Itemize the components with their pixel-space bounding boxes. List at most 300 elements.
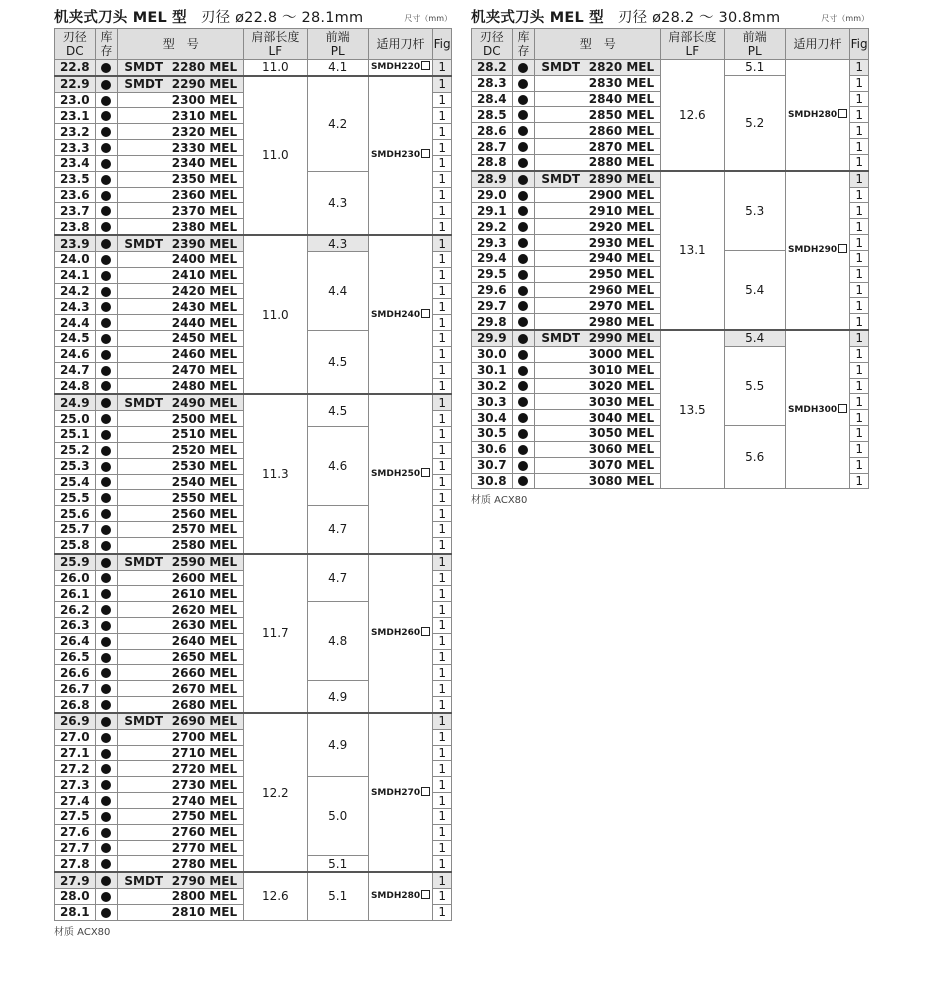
fig-cell: 1 [433, 92, 452, 108]
model-cell [118, 427, 244, 443]
dc-cell: 27.2 [55, 761, 96, 777]
model-cell [535, 154, 661, 170]
in-stock-dot-icon [101, 764, 111, 774]
fig-cell: 1 [433, 60, 452, 76]
fig-cell: 1 [433, 76, 452, 92]
table-row [55, 872, 452, 888]
dc-cell: 26.4 [55, 633, 96, 649]
in-stock-dot-icon [101, 462, 111, 472]
pl-header [307, 29, 368, 60]
fig-cell: 1 [433, 124, 452, 140]
model-number: 2700 MEL [171, 730, 238, 745]
model-number: 2570 MEL [171, 522, 238, 537]
fig-cell: 1 [433, 331, 452, 347]
fig-cell: 1 [850, 266, 869, 282]
fig-cell: 1 [433, 506, 452, 522]
stock-cell [95, 617, 118, 633]
pl-cell: 5.1 [307, 856, 368, 872]
fig-cell: 1 [850, 441, 869, 457]
stock-cell [95, 251, 118, 267]
dc-cell: 27.1 [55, 745, 96, 761]
model-number: 2720 MEL [171, 761, 238, 776]
dc-cell: 28.9 [472, 171, 513, 187]
stock-cell [95, 681, 118, 697]
holder-header [785, 29, 849, 60]
dc-cell: 29.9 [472, 330, 513, 346]
model-cell [118, 251, 244, 267]
dc-cell: 23.9 [55, 235, 96, 251]
model-number: 2290 MEL [171, 77, 238, 92]
holder-variant-box-icon [838, 109, 847, 118]
in-stock-dot-icon [101, 477, 111, 487]
model-number: 2580 MEL [171, 538, 238, 553]
pl-cell: 4.1 [307, 60, 368, 76]
stock-cell [512, 154, 535, 170]
model-cell [118, 108, 244, 124]
stock-cell [95, 745, 118, 761]
dc-cell: 25.5 [55, 490, 96, 506]
model-number: 3060 MEL [588, 442, 655, 457]
stock-cell [95, 171, 118, 187]
model-number: 3000 MEL [588, 347, 655, 362]
in-stock-dot-icon [518, 286, 528, 296]
dc-cell: 27.3 [55, 777, 96, 793]
fig-cell: 1 [433, 681, 452, 697]
holder-cell [785, 60, 849, 171]
holder-variant-box-icon [421, 890, 430, 899]
fig-cell: 1 [433, 251, 452, 267]
in-stock-dot-icon [101, 700, 111, 710]
in-stock-dot-icon [101, 892, 111, 902]
in-stock-dot-icon [518, 238, 528, 248]
in-stock-dot-icon [518, 142, 528, 152]
table-row [55, 60, 452, 76]
in-stock-dot-icon [101, 96, 111, 106]
in-stock-dot-icon [101, 733, 111, 743]
lf-cell: 13.5 [661, 330, 724, 489]
model-number: 3010 MEL [588, 363, 655, 378]
in-stock-dot-icon [101, 684, 111, 694]
lf-cell: 11.0 [244, 235, 307, 394]
in-stock-dot-icon [101, 175, 111, 185]
model-number: 2910 MEL [588, 203, 655, 218]
pl-cell: 4.3 [307, 235, 368, 251]
stock-cell [95, 554, 118, 570]
model-cell [118, 331, 244, 347]
fig-cell: 1 [850, 330, 869, 346]
model-cell [118, 155, 244, 171]
stock-cell [95, 346, 118, 362]
left-table-panel [54, 6, 452, 938]
model-cell [118, 904, 244, 920]
holder-variant-box-icon [421, 61, 430, 70]
dc-cell: 23.8 [55, 219, 96, 235]
in-stock-dot-icon [101, 509, 111, 519]
fig-cell: 1 [850, 362, 869, 378]
in-stock-dot-icon [101, 159, 111, 169]
stock-cell [95, 235, 118, 251]
dc-cell: 27.8 [55, 856, 96, 872]
in-stock-dot-icon [518, 350, 528, 360]
stock-cell [95, 442, 118, 458]
model-number: 2360 MEL [171, 188, 238, 203]
in-stock-dot-icon [101, 653, 111, 663]
dc-cell: 23.7 [55, 203, 96, 219]
right-spec-table [471, 28, 869, 489]
model-cell [118, 506, 244, 522]
holder-model: SMDH260 [370, 628, 421, 639]
dc-cell: 29.8 [472, 314, 513, 330]
dc-cell: 22.9 [55, 76, 96, 92]
in-stock-dot-icon [101, 446, 111, 456]
model-cell [118, 554, 244, 570]
fig-cell: 1 [433, 537, 452, 553]
stock-cell [95, 108, 118, 124]
model-number: 2440 MEL [171, 315, 238, 330]
stock-cell [95, 537, 118, 553]
dc-cell: 29.7 [472, 298, 513, 314]
dc-cell: 27.6 [55, 824, 96, 840]
dc-cell: 23.0 [55, 92, 96, 108]
model-cell [535, 107, 661, 123]
model-cell [535, 266, 661, 282]
model-number: 2850 MEL [588, 107, 655, 122]
in-stock-dot-icon [101, 843, 111, 853]
stock-cell [512, 362, 535, 378]
holder-variant-box-icon [838, 404, 847, 413]
fig-cell: 1 [433, 570, 452, 586]
model-number: 2320 MEL [171, 124, 238, 139]
stock-cell [95, 267, 118, 283]
stock-cell [95, 76, 118, 92]
dc-cell: 24.9 [55, 394, 96, 410]
in-stock-dot-icon [101, 780, 111, 790]
model-cell [535, 219, 661, 235]
in-stock-dot-icon [101, 414, 111, 424]
pl-cell: 4.7 [307, 506, 368, 554]
holder-cell [368, 554, 432, 713]
in-stock-dot-icon [518, 110, 528, 120]
holder-variant-box-icon [838, 244, 847, 253]
stock-cell [512, 394, 535, 410]
stock-cell [512, 235, 535, 251]
stock-cell [95, 411, 118, 427]
left-spec-table [54, 28, 452, 921]
dc-cell: 24.4 [55, 315, 96, 331]
fig-cell: 1 [433, 856, 452, 872]
fig-cell: 1 [850, 410, 869, 426]
dc-cell: 29.3 [472, 235, 513, 251]
pl-cell: 5.5 [724, 346, 785, 425]
in-stock-dot-icon [518, 206, 528, 216]
dc-cell: 30.8 [472, 473, 513, 489]
dc-cell: 30.7 [472, 457, 513, 473]
model-header-text: 型 号 [162, 37, 199, 51]
model-cell [118, 522, 244, 538]
fig-cell: 1 [433, 522, 452, 538]
holder-variant-box-icon [421, 468, 430, 477]
model-number: 3020 MEL [588, 378, 655, 393]
dc-cell: 26.8 [55, 697, 96, 713]
pl-cell: 4.6 [307, 427, 368, 506]
dc-cell: 30.5 [472, 426, 513, 442]
model-cell [535, 410, 661, 426]
stock-header [512, 29, 535, 60]
pl-header-text: 前端 [742, 30, 767, 44]
dc-cell: 28.5 [472, 107, 513, 123]
model-number: 2660 MEL [171, 665, 238, 680]
holder-cell [785, 171, 849, 330]
model-cell [118, 283, 244, 299]
dc-cell: 29.1 [472, 203, 513, 219]
stock-header [95, 29, 118, 60]
in-stock-dot-icon [518, 317, 528, 327]
holder-cell [368, 872, 432, 920]
lf-cell: 11.0 [244, 60, 307, 76]
model-cell [118, 697, 244, 713]
lf-cell: 12.6 [244, 872, 307, 920]
in-stock-dot-icon [518, 95, 528, 105]
fig-cell: 1 [433, 362, 452, 378]
model-cell [118, 171, 244, 187]
right-title-text: 机夹式刀头 MEL 型 [471, 10, 604, 26]
table-row [472, 171, 869, 187]
fig-cell: 1 [433, 203, 452, 219]
in-stock-dot-icon [518, 222, 528, 232]
fig-cell: 1 [850, 378, 869, 394]
stock-cell [95, 362, 118, 378]
model-number: 2930 MEL [588, 235, 655, 250]
stock-cell [512, 75, 535, 91]
pl-cell: 5.1 [724, 60, 785, 76]
left-unit-note: 尺寸（mm） [404, 14, 452, 23]
model-number: 2750 MEL [171, 809, 238, 824]
table-row [55, 235, 452, 251]
model-number: 2970 MEL [588, 298, 655, 313]
fig-cell: 1 [850, 91, 869, 107]
holder-variant-box-icon [421, 309, 430, 318]
pl-cell: 4.8 [307, 602, 368, 681]
model-number: 2510 MEL [171, 427, 238, 442]
model-number: 2380 MEL [171, 219, 238, 234]
pl-cell: 4.2 [307, 76, 368, 171]
in-stock-dot-icon [101, 605, 111, 615]
stock-cell [95, 729, 118, 745]
stock-cell [95, 697, 118, 713]
model-cell [118, 187, 244, 203]
fig-cell: 1 [850, 60, 869, 76]
model-number: 2620 MEL [171, 602, 238, 617]
model-number: 2460 MEL [171, 347, 238, 362]
holder-model: SMDH290 [787, 245, 838, 256]
left-range: 刃径 ø22.8 ～ 28.1mm [200, 10, 364, 26]
model-cell [118, 140, 244, 156]
right-header [471, 6, 869, 28]
pl-header-text: PL [330, 44, 345, 58]
fig-cell: 1 [850, 314, 869, 330]
dc-cell: 30.0 [472, 346, 513, 362]
left-title-text: 机夹式刀头 MEL 型 [54, 10, 187, 26]
model-cell [535, 282, 661, 298]
model-number: 2280 MEL [171, 60, 238, 75]
in-stock-dot-icon [101, 717, 111, 727]
pl-cell: 4.7 [307, 554, 368, 602]
stock-cell [95, 522, 118, 538]
fig-cell: 1 [433, 187, 452, 203]
stock-cell [512, 60, 535, 76]
model-prefix: SMDT [124, 236, 164, 251]
model-prefix: SMDT [124, 395, 164, 410]
dc-cell: 27.4 [55, 793, 96, 809]
left-material-note: 材质 ACX80 [54, 926, 111, 938]
model-prefix: SMDT [124, 873, 164, 888]
fig-cell: 1 [433, 346, 452, 362]
fig-cell: 1 [433, 219, 452, 235]
stock-cell [95, 506, 118, 522]
dc-cell: 27.0 [55, 729, 96, 745]
fig-cell: 1 [433, 824, 452, 840]
dc-cell: 26.3 [55, 617, 96, 633]
model-cell [535, 441, 661, 457]
right-title [471, 6, 780, 27]
in-stock-dot-icon [101, 876, 111, 886]
in-stock-dot-icon [101, 493, 111, 503]
model-number: 2710 MEL [171, 746, 238, 761]
left-title [54, 6, 363, 27]
model-cell [118, 346, 244, 362]
fig-cell: 1 [433, 649, 452, 665]
pl-cell: 4.5 [307, 394, 368, 426]
model-number: 2540 MEL [171, 474, 238, 489]
pl-cell: 5.1 [307, 872, 368, 920]
model-number: 2470 MEL [171, 363, 238, 378]
pl-cell: 5.2 [724, 75, 785, 170]
in-stock-dot-icon [101, 271, 111, 281]
holder-cell [368, 394, 432, 553]
stock-cell [95, 824, 118, 840]
model-cell [535, 171, 661, 187]
lf-cell: 12.6 [661, 60, 724, 171]
stock-cell [512, 282, 535, 298]
model-cell [535, 346, 661, 362]
stock-cell [95, 155, 118, 171]
model-cell [535, 426, 661, 442]
dc-cell: 29.4 [472, 250, 513, 266]
model-number: 2860 MEL [588, 123, 655, 138]
in-stock-dot-icon [518, 191, 528, 201]
in-stock-dot-icon [101, 749, 111, 759]
model-header [535, 29, 661, 60]
dc-cell: 23.5 [55, 171, 96, 187]
fig-cell: 1 [433, 554, 452, 570]
in-stock-dot-icon [101, 80, 111, 90]
in-stock-dot-icon [101, 558, 111, 568]
in-stock-dot-icon [101, 318, 111, 328]
model-number: 2610 MEL [171, 586, 238, 601]
model-cell [118, 235, 244, 251]
dc-header-text: DC [482, 44, 501, 58]
holder-header-text: 适用刀杆 [793, 37, 842, 51]
lf-header [244, 29, 307, 60]
model-cell [535, 378, 661, 394]
lf-header-text: LF [685, 44, 700, 58]
stock-cell [512, 298, 535, 314]
model-cell [118, 299, 244, 315]
model-cell [118, 777, 244, 793]
fig-cell: 1 [850, 473, 869, 489]
in-stock-dot-icon [518, 158, 528, 168]
model-number: 2330 MEL [171, 140, 238, 155]
dc-cell: 25.3 [55, 458, 96, 474]
stock-cell [95, 633, 118, 649]
fig-cell: 1 [433, 442, 452, 458]
table-row [472, 60, 869, 76]
model-number: 2390 MEL [171, 236, 238, 251]
fig-cell: 1 [433, 108, 452, 124]
pl-cell: 4.3 [307, 171, 368, 235]
stock-header-text: 库 [517, 30, 530, 44]
in-stock-dot-icon [518, 366, 528, 376]
fig-cell: 1 [850, 298, 869, 314]
fig-cell: 1 [433, 872, 452, 888]
in-stock-dot-icon [101, 621, 111, 631]
lf-cell: 11.7 [244, 554, 307, 713]
stock-cell [95, 315, 118, 331]
model-cell [535, 139, 661, 155]
fig-cell: 1 [433, 427, 452, 443]
stock-cell [512, 346, 535, 362]
dc-cell: 29.6 [472, 282, 513, 298]
right-table-panel [471, 6, 869, 506]
dc-cell: 30.6 [472, 441, 513, 457]
dc-cell: 26.7 [55, 681, 96, 697]
in-stock-dot-icon [101, 63, 111, 73]
dc-cell: 23.2 [55, 124, 96, 140]
model-number: 2340 MEL [171, 156, 238, 171]
fig-cell: 1 [850, 457, 869, 473]
pl-cell: 5.4 [724, 330, 785, 346]
stock-cell [512, 91, 535, 107]
stock-cell [512, 314, 535, 330]
model-cell [535, 187, 661, 203]
dc-cell: 24.6 [55, 346, 96, 362]
in-stock-dot-icon [518, 254, 528, 264]
stock-header-text: 库 [100, 30, 113, 44]
dc-cell: 26.2 [55, 602, 96, 618]
dc-cell: 28.8 [472, 154, 513, 170]
model-cell [118, 60, 244, 76]
model-cell [535, 91, 661, 107]
pl-cell: 4.5 [307, 331, 368, 395]
dc-cell: 26.5 [55, 649, 96, 665]
stock-cell [95, 713, 118, 729]
model-cell [535, 123, 661, 139]
model-cell [535, 362, 661, 378]
fig-cell: 1 [433, 633, 452, 649]
pl-cell: 5.3 [724, 171, 785, 251]
dc-cell: 29.0 [472, 187, 513, 203]
in-stock-dot-icon [101, 302, 111, 312]
dc-cell: 30.2 [472, 378, 513, 394]
lf-cell: 11.3 [244, 394, 307, 553]
model-number: 2630 MEL [171, 618, 238, 633]
model-number: 2480 MEL [171, 378, 238, 393]
model-number: 2920 MEL [588, 219, 655, 234]
dc-cell: 23.1 [55, 108, 96, 124]
holder-model: SMDH220 [370, 62, 421, 73]
fig-cell: 1 [850, 203, 869, 219]
dc-cell: 26.9 [55, 713, 96, 729]
